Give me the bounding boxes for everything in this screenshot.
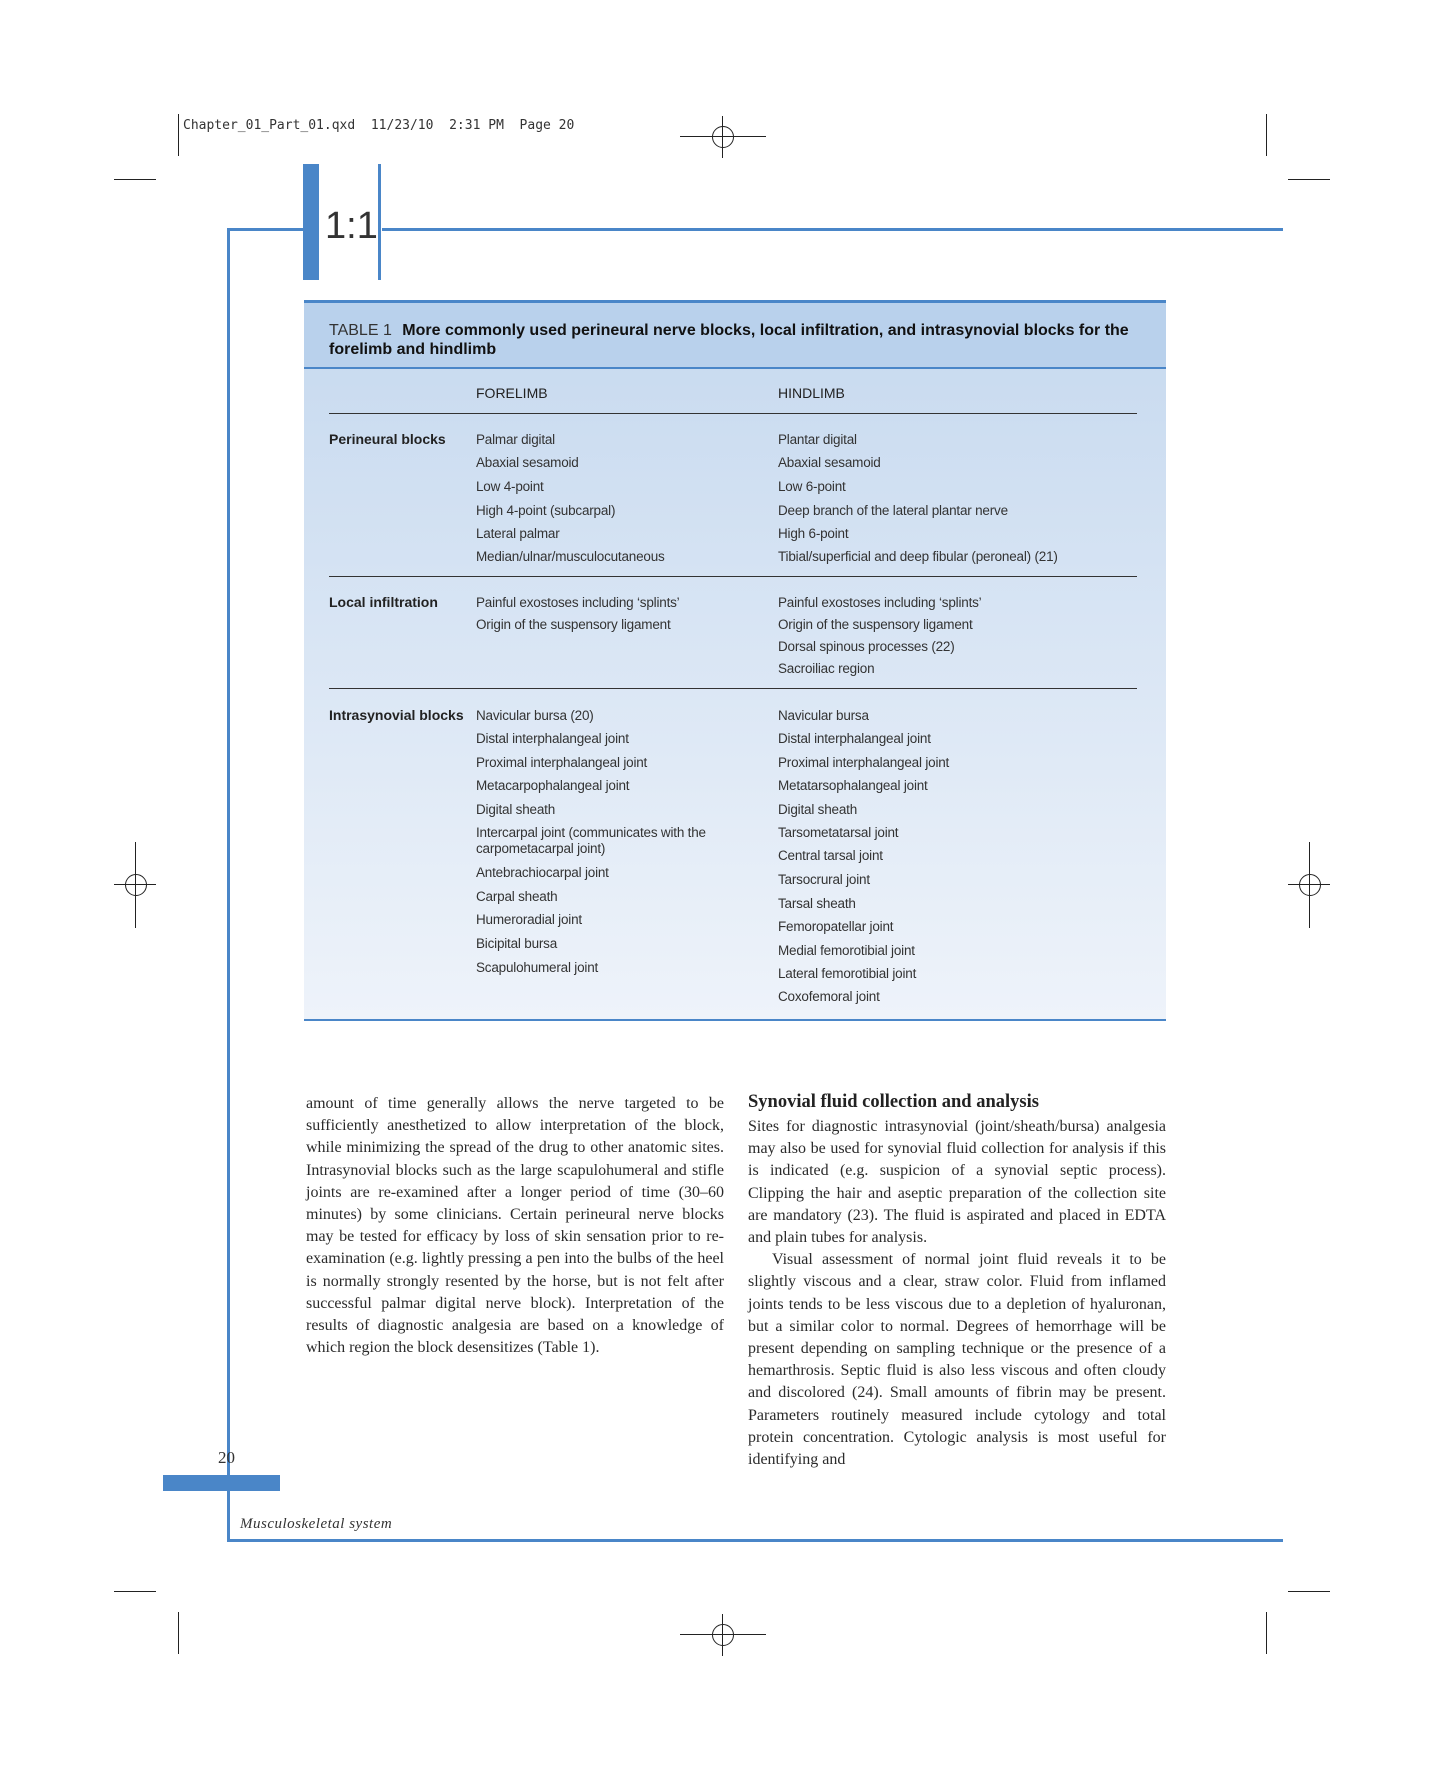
page-number-bar (163, 1475, 280, 1491)
hindlimb-item: Sacroiliac region (778, 661, 875, 676)
frame-left-rule (227, 228, 230, 1542)
hindlimb-item: Dorsal spinous processes (22) (778, 639, 955, 654)
hindlimb-item: Femoropatellar joint (778, 919, 894, 934)
forelimb-item: Lateral palmar (476, 526, 560, 541)
forelimb-item: Median/ulnar/musculocutaneous (476, 549, 665, 564)
frame-top-right-rule (382, 228, 1283, 231)
running-foot: Musculoskeletal system (240, 1516, 393, 1532)
hindlimb-item: Metatarsophalangeal joint (778, 778, 928, 793)
row-category-perineural: Perineural blocks (329, 431, 446, 447)
crop-mark (114, 179, 156, 180)
section-heading: Synovial fluid collection and analysis (748, 1092, 1039, 1112)
hindlimb-item: Medial femorotibial joint (778, 943, 915, 958)
hindlimb-item: Tibial/superficial and deep fibular (peroneal) (21) (778, 549, 1058, 564)
hindlimb-item: Origin of the suspensory ligament (778, 617, 973, 632)
registration-circle (712, 126, 734, 148)
page-number: 20 (218, 1448, 235, 1467)
hindlimb-item: Lateral femorotibial joint (778, 966, 917, 981)
crop-mark (1288, 179, 1330, 180)
forelimb-item: Origin of the suspensory ligament (476, 617, 671, 632)
body-column-left (306, 1093, 724, 1359)
forelimb-item: Intercarpal joint (communicates with the carpometacarpal joint) (476, 825, 706, 856)
registration-circle (125, 874, 147, 896)
hindlimb-item: Tarsal sheath (778, 896, 856, 911)
table-title (329, 321, 1129, 359)
body-paragraph: Sites for diagnostic intrasynovial (joint/sheath/bursa) analgesia may also be used for synovial fluid collection for analysis if this is indicated (e.g. suspicion of a synovial septic process). Clipping the hair and aseptic preparation of the collection site are mandatory (23). The fluid is aspirated and placed in EDTA and plain tubes for analysis. (748, 1118, 1166, 1247)
table-label: TABLE 1 (329, 322, 392, 339)
column-header-hindlimb: HINDLIMB (778, 385, 845, 401)
hindlimb-item: Deep branch of the lateral plantar nerve (778, 503, 1008, 518)
crop-mark (1266, 1612, 1267, 1654)
section-tab-bar (303, 164, 319, 280)
column-header-forelimb: FORELIMB (476, 385, 548, 401)
forelimb-item: Humeroradial joint (476, 912, 582, 927)
section-tab-rule (378, 164, 381, 280)
forelimb-item: Abaxial sesamoid (476, 455, 579, 470)
row-category-local-infiltration: Local infiltration (329, 594, 438, 610)
hindlimb-item: High 6-point (778, 526, 849, 541)
forelimb-item: Scapulohumeral joint (476, 960, 599, 975)
hindlimb-item: Abaxial sesamoid (778, 455, 881, 470)
row-category-intrasynovial: Intrasynovial blocks (329, 707, 464, 723)
forelimb-item: Antebrachiocarpal joint (476, 865, 609, 880)
crop-mark (114, 1591, 156, 1592)
forelimb-item: Carpal sheath (476, 889, 558, 904)
table-rule (329, 688, 1137, 689)
frame-top-left-rule (227, 228, 303, 231)
hindlimb-item: Tarsocrural joint (778, 872, 870, 887)
table-rule (329, 413, 1137, 414)
hindlimb-item: Digital sheath (778, 802, 857, 817)
forelimb-item: Proximal interphalangeal joint (476, 755, 648, 770)
hindlimb-item: Distal interphalangeal joint (778, 731, 931, 746)
table-rule (329, 576, 1137, 577)
table-caption: More commonly used perineural nerve blocks, local infiltration, and intrasynovial blocks for the forelimb and hindlimb (329, 322, 1129, 358)
crop-mark (178, 1612, 179, 1654)
hindlimb-item: Navicular bursa (778, 708, 869, 723)
hindlimb-item: Plantar digital (778, 432, 857, 447)
body-column-right (748, 1116, 1166, 1471)
registration-circle (712, 1624, 734, 1646)
hindlimb-item: Central tarsal joint (778, 848, 883, 863)
forelimb-item: Painful exostoses including ‘splints’ (476, 595, 680, 610)
hindlimb-item: Coxofemoral joint (778, 989, 880, 1004)
forelimb-item: Digital sheath (476, 802, 555, 817)
frame-bottom-rule (227, 1539, 1283, 1542)
crop-mark (178, 114, 179, 156)
forelimb-item: Bicipital bursa (476, 936, 558, 951)
forelimb-item: Palmar digital (476, 432, 555, 447)
hindlimb-item: Painful exostoses including ‘splints’ (778, 595, 982, 610)
hindlimb-item: Tarsometatarsal joint (778, 825, 899, 840)
registration-circle (1299, 874, 1321, 896)
forelimb-item: High 4-point (subcarpal) (476, 503, 616, 518)
forelimb-item: Metacarpophalangeal joint (476, 778, 630, 793)
forelimb-item: Navicular bursa (20) (476, 708, 594, 723)
crop-mark (1288, 1591, 1330, 1592)
section-number: 1:1 (325, 205, 378, 247)
body-paragraph: Visual assessment of normal joint fluid reveals it to be slightly viscous and a clear, straw color. Fluid from inflamed joints tends to be less viscous due to a depletion of hyaluronan, but a similar color to normal. Degrees of hemorrhage will be present depending on sampling technique or the presence of a hemarthrosis. Septic fluid is also less viscous and often cloudy and discolored (24). Small amounts of fibrin may be present. Parameters routinely measured include cytology and total protein concentration. Cytologic analysis is most useful for identifying and (748, 1251, 1166, 1469)
forelimb-item: Low 4-point (476, 479, 544, 494)
forelimb-item: Distal interphalangeal joint (476, 731, 629, 746)
table-1 (304, 300, 1166, 1021)
body-paragraph: amount of time generally allows the nerve targeted to be sufficiently anesthetized to allow interpretation of the block, while minimizing the spread of the drug to other anatomic sites. Intrasynovial blocks such as the large scapulohumeral and stifle joints are re-examined after a longer period of time (30–60 minutes) by some clinicians. Certain perineural nerve blocks may be tested for efficacy by loss of skin sensation prior to re-examination (e.g. lightly pressing a pen into the bulbs of the heel is normally strongly resented by the horse, but is not felt after successful palmar digital nerve block). Interpretation of the results of diagnostic analgesia are based on a knowledge of which region the block desensitizes (Table 1). (306, 1095, 724, 1357)
hindlimb-item: Proximal interphalangeal joint (778, 755, 950, 770)
print-slug: Chapter_01_Part_01.qxd 11/23/10 2:31 PM Page 20 (183, 118, 575, 133)
crop-mark (1266, 114, 1267, 156)
hindlimb-item: Low 6-point (778, 479, 846, 494)
table-header (304, 303, 1166, 369)
